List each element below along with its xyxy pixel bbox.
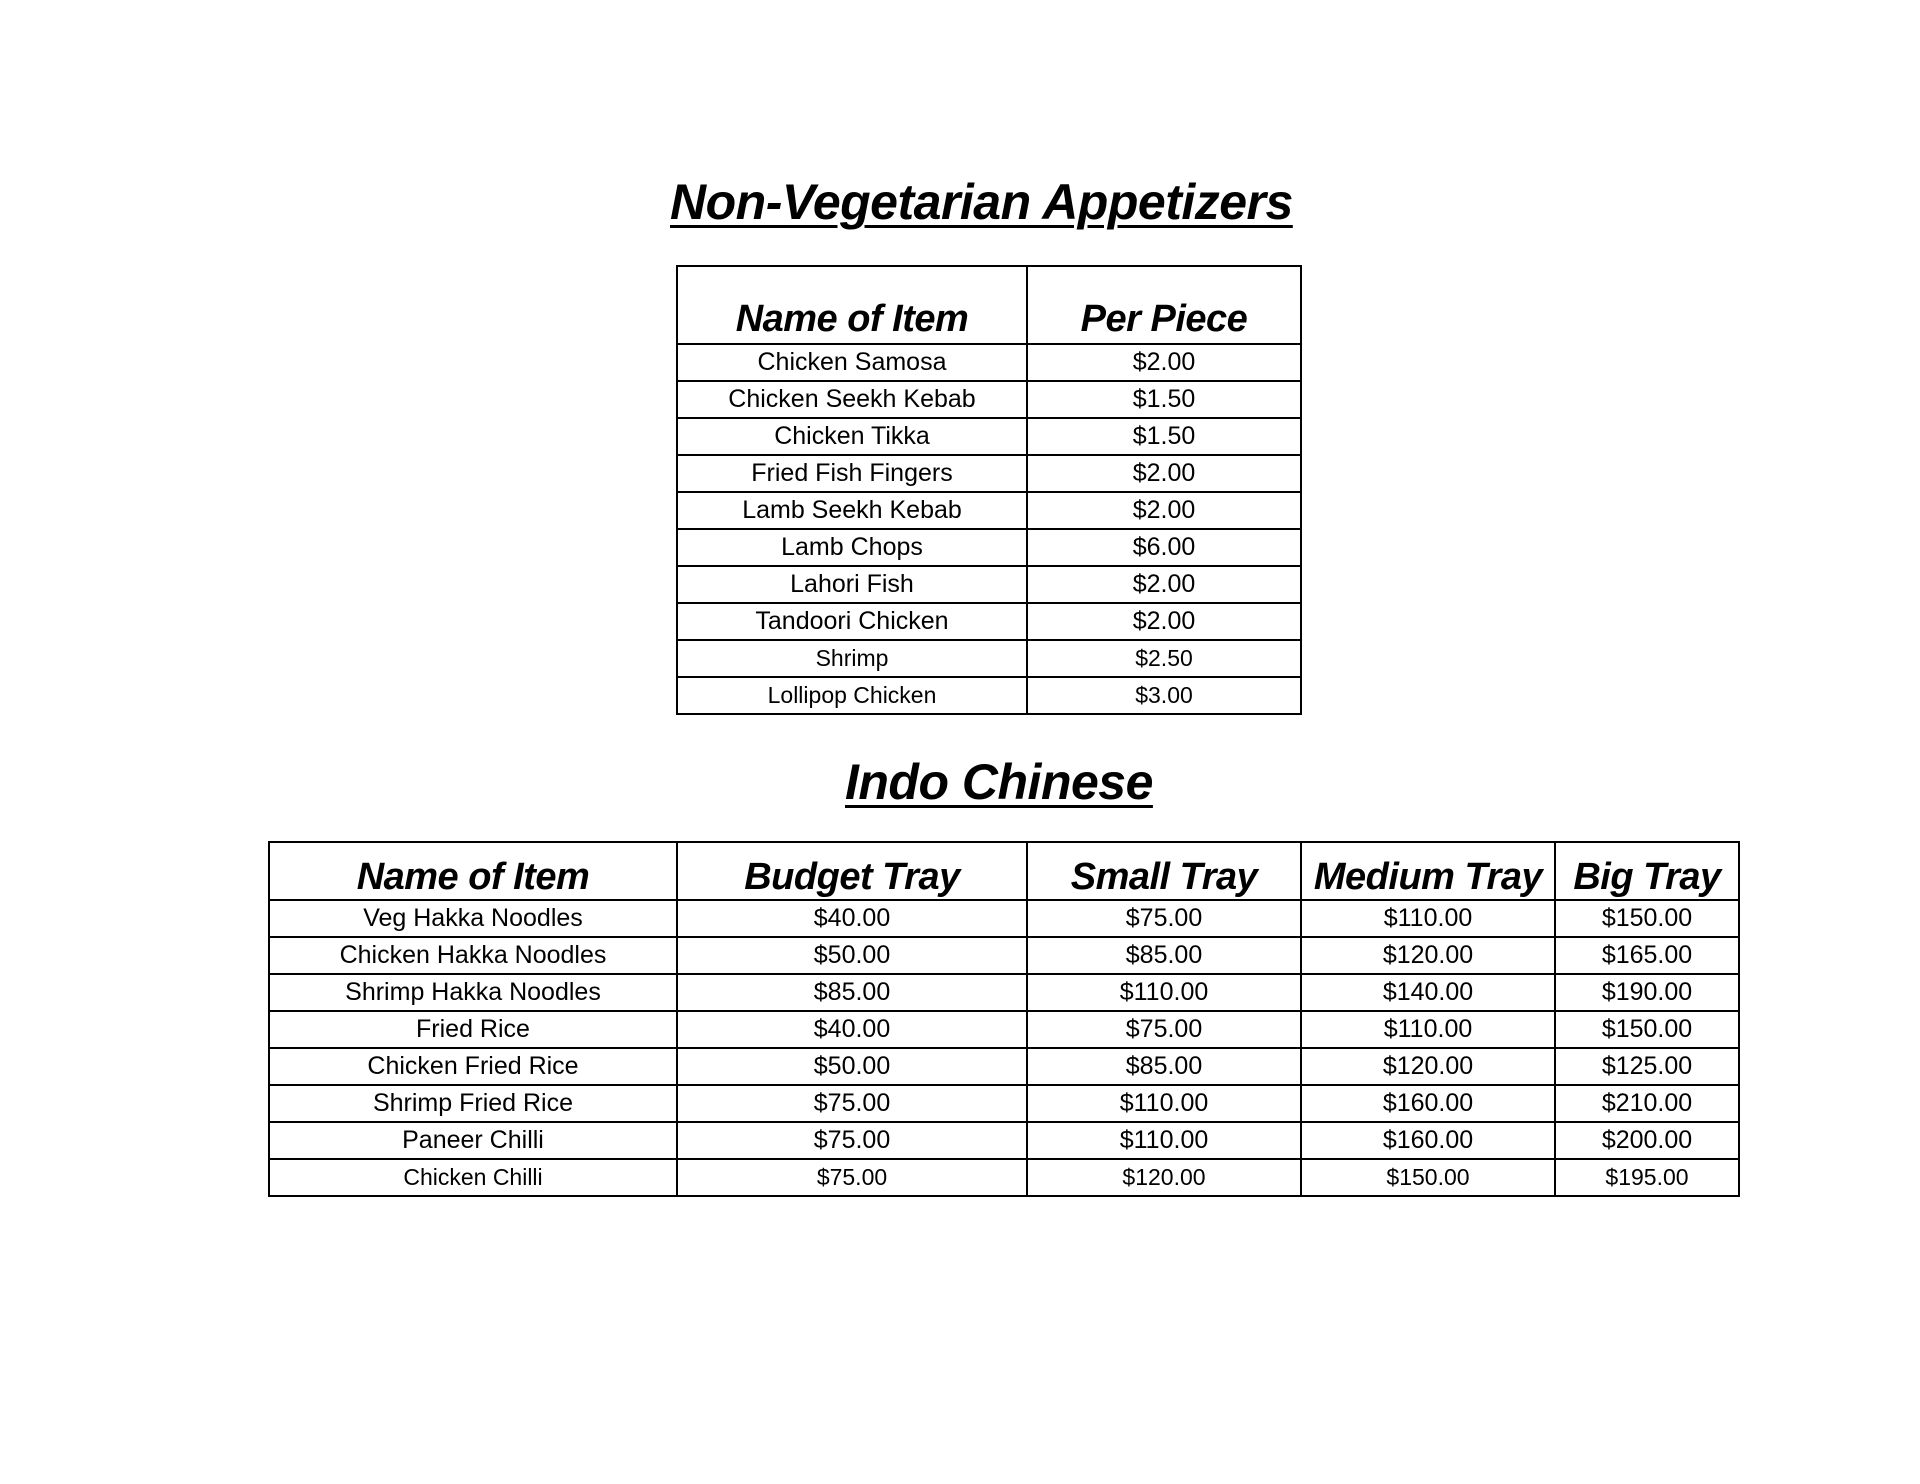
big-tray-price: $125.00: [1555, 1048, 1739, 1085]
item-name: Fried Rice: [269, 1011, 677, 1048]
item-name: Chicken Tikka: [677, 418, 1027, 455]
medium-tray-price: $120.00: [1301, 1048, 1555, 1085]
column-header-budget-tray: Budget Tray: [677, 842, 1027, 900]
budget-tray-price: $75.00: [677, 1085, 1027, 1122]
medium-tray-price: $160.00: [1301, 1122, 1555, 1159]
table-row: [269, 1085, 1739, 1122]
item-name: Veg Hakka Noodles: [269, 900, 677, 937]
big-tray-price: $200.00: [1555, 1122, 1739, 1159]
medium-tray-price: $120.00: [1301, 937, 1555, 974]
item-price: $1.50: [1027, 381, 1301, 418]
table-header-row: [269, 842, 1739, 900]
table-row: [677, 529, 1301, 566]
big-tray-price: $150.00: [1555, 900, 1739, 937]
table-row: [269, 937, 1739, 974]
table-row: [269, 1011, 1739, 1048]
medium-tray-price: $110.00: [1301, 1011, 1555, 1048]
table-row: [269, 900, 1739, 937]
budget-tray-price: $50.00: [677, 1048, 1027, 1085]
indo-chinese-table: [268, 841, 1740, 1197]
column-header-big-tray: Big Tray: [1555, 842, 1739, 900]
small-tray-price: $75.00: [1027, 900, 1301, 937]
item-price: $3.00: [1027, 677, 1301, 714]
item-name: Lamb Chops: [677, 529, 1027, 566]
item-price: $6.00: [1027, 529, 1301, 566]
table-row: [269, 1159, 1739, 1196]
table-row: [677, 640, 1301, 677]
table-row: [677, 603, 1301, 640]
big-tray-price: $195.00: [1555, 1159, 1739, 1196]
item-price: $2.50: [1027, 640, 1301, 677]
item-price: $2.00: [1027, 603, 1301, 640]
item-price: $2.00: [1027, 455, 1301, 492]
budget-tray-price: $40.00: [677, 900, 1027, 937]
table-row: [269, 1122, 1739, 1159]
item-price: $2.00: [1027, 492, 1301, 529]
item-name: Lamb Seekh Kebab: [677, 492, 1027, 529]
item-name: Chicken Hakka Noodles: [269, 937, 677, 974]
column-header-name: Name of Item: [269, 842, 677, 900]
small-tray-price: $120.00: [1027, 1159, 1301, 1196]
table-row: [677, 455, 1301, 492]
item-name: Chicken Samosa: [677, 344, 1027, 381]
big-tray-price: $150.00: [1555, 1011, 1739, 1048]
item-name: Shrimp Hakka Noodles: [269, 974, 677, 1011]
table-row: [677, 492, 1301, 529]
nonveg-appetizers-table: [676, 265, 1302, 715]
item-name: Lahori Fish: [677, 566, 1027, 603]
indo-chinese-section-title: Indo Chinese: [845, 754, 1153, 810]
budget-tray-price: $50.00: [677, 937, 1027, 974]
item-name: Paneer Chilli: [269, 1122, 677, 1159]
table-row: [677, 418, 1301, 455]
item-name: Fried Fish Fingers: [677, 455, 1027, 492]
small-tray-price: $85.00: [1027, 937, 1301, 974]
item-name: Chicken Fried Rice: [269, 1048, 677, 1085]
column-header-per-piece: Per Piece: [1027, 266, 1301, 344]
small-tray-price: $110.00: [1027, 1085, 1301, 1122]
budget-tray-price: $85.00: [677, 974, 1027, 1011]
big-tray-price: $165.00: [1555, 937, 1739, 974]
table-row: [677, 677, 1301, 714]
table-row: [677, 344, 1301, 381]
table-row: [269, 974, 1739, 1011]
item-price: $2.00: [1027, 344, 1301, 381]
column-header-small-tray: Small Tray: [1027, 842, 1301, 900]
medium-tray-price: $150.00: [1301, 1159, 1555, 1196]
small-tray-price: $75.00: [1027, 1011, 1301, 1048]
big-tray-price: $210.00: [1555, 1085, 1739, 1122]
budget-tray-price: $75.00: [677, 1159, 1027, 1196]
medium-tray-price: $140.00: [1301, 974, 1555, 1011]
item-price: $1.50: [1027, 418, 1301, 455]
table-row: [677, 566, 1301, 603]
medium-tray-price: $160.00: [1301, 1085, 1555, 1122]
item-name: Chicken Chilli: [269, 1159, 677, 1196]
table-row: [269, 1048, 1739, 1085]
big-tray-price: $190.00: [1555, 974, 1739, 1011]
column-header-name: Name of Item: [677, 266, 1027, 344]
table-row: [677, 381, 1301, 418]
budget-tray-price: $75.00: [677, 1122, 1027, 1159]
item-name: Shrimp: [677, 640, 1027, 677]
medium-tray-price: $110.00: [1301, 900, 1555, 937]
item-name: Tandoori Chicken: [677, 603, 1027, 640]
item-name: Chicken Seekh Kebab: [677, 381, 1027, 418]
item-price: $2.00: [1027, 566, 1301, 603]
nonveg-section-title: Non-Vegetarian Appetizers: [670, 174, 1293, 230]
table-header-row: [677, 266, 1301, 344]
small-tray-price: $85.00: [1027, 1048, 1301, 1085]
small-tray-price: $110.00: [1027, 974, 1301, 1011]
column-header-medium-tray: Medium Tray: [1301, 842, 1555, 900]
small-tray-price: $110.00: [1027, 1122, 1301, 1159]
item-name: Lollipop Chicken: [677, 677, 1027, 714]
item-name: Shrimp Fried Rice: [269, 1085, 677, 1122]
budget-tray-price: $40.00: [677, 1011, 1027, 1048]
